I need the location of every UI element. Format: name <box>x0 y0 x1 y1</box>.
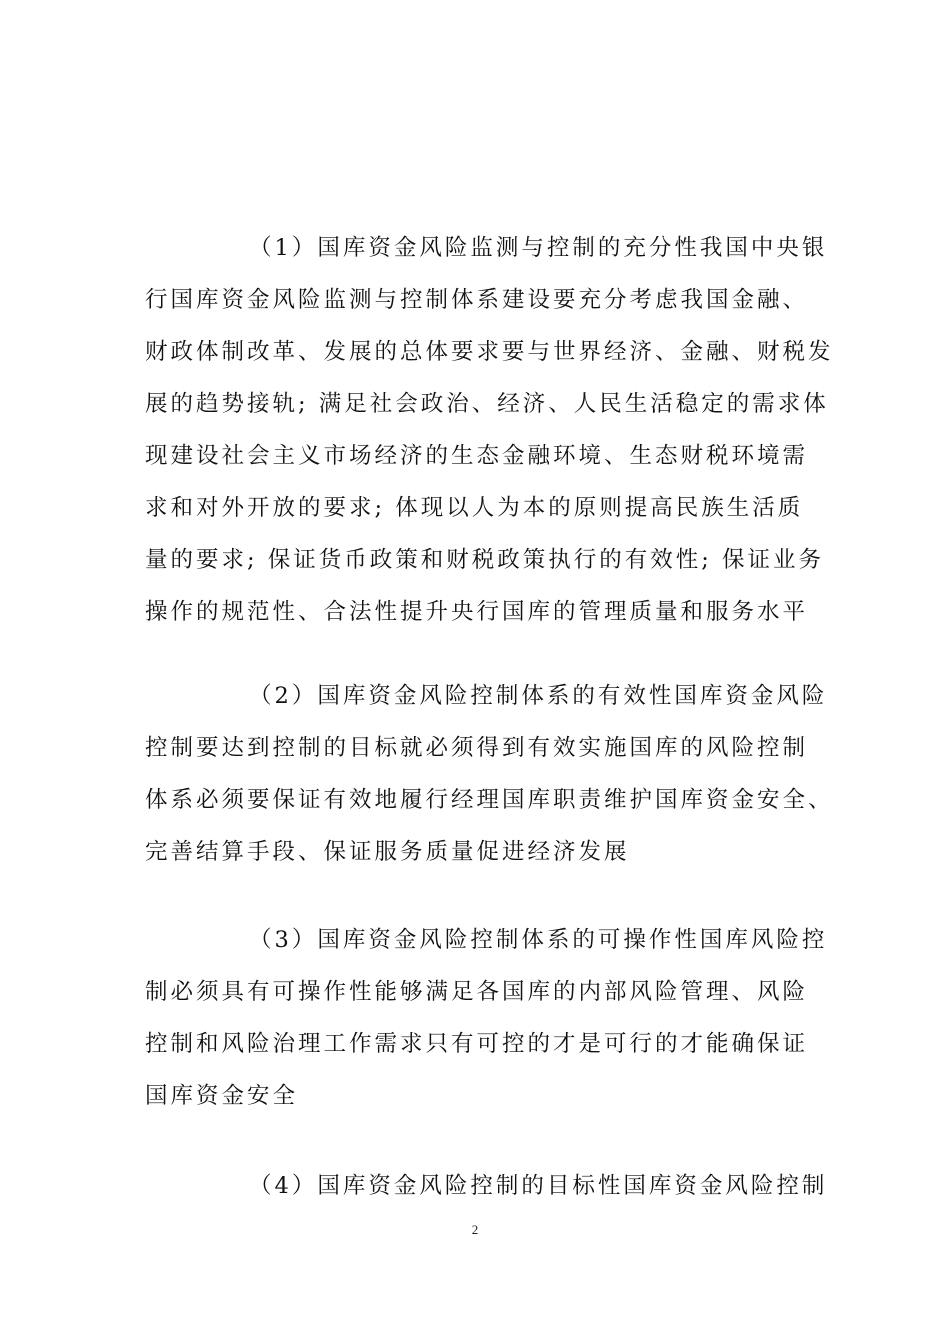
text-line: 财政体制改革、发展的总体要求要与世界经济、金融、财税发 <box>145 339 834 365</box>
text-line: 完善结算手段、保证服务质量促进经济发展 <box>145 839 630 865</box>
text-line: 现建设社会主义市场经济的生态金融环境、生态财税环境需 <box>145 443 809 469</box>
text-line: 国库资金安全 <box>145 1083 299 1109</box>
text-line: 控制和风险治理工作需求只有可控的才是可行的才能确保证 <box>145 1031 809 1057</box>
paragraph-1 <box>145 230 834 646</box>
paragraph-3 <box>145 922 828 1130</box>
paragraph-4 <box>145 1168 828 1220</box>
text-line: （1）国库资金风险监测与控制的充分性我国中央银 <box>249 235 828 261</box>
text-line: （4）国库资金风险控制的目标性国库资金风险控制 <box>249 1173 828 1199</box>
paragraph-2 <box>145 678 834 886</box>
text-line: 操作的规范性、合法性提升央行国库的管理质量和服务水平 <box>145 599 809 625</box>
text-line: 行国库资金风险监测与控制体系建设要充分考虑我国金融、 <box>145 287 809 313</box>
text-line: 制必须具有可操作性能够满足各国库的内部风险管理、风险 <box>145 979 809 1005</box>
text-line: 展的趋势接轨; 满足社会政治、经济、人民生活稳定的需求体 <box>145 391 829 417</box>
text-line: 体系必须要保证有效地履行经理国库职责维护国库资金安全、 <box>145 787 834 813</box>
text-line: 控制要达到控制的目标就必须得到有效实施国库的风险控制 <box>145 735 809 761</box>
text-line: 求和对外开放的要求; 体现以人为本的原则提高民族生活质 <box>145 495 804 521</box>
text-line: 量的要求; 保证货币政策和财税政策执行的有效性; 保证业务 <box>145 547 824 573</box>
text-line: （2）国库资金风险控制体系的有效性国库资金风险 <box>249 683 828 709</box>
page-number: 2 <box>471 1222 479 1237</box>
text-line: （3）国库资金风险控制体系的可操作性国库风险控 <box>249 927 828 953</box>
